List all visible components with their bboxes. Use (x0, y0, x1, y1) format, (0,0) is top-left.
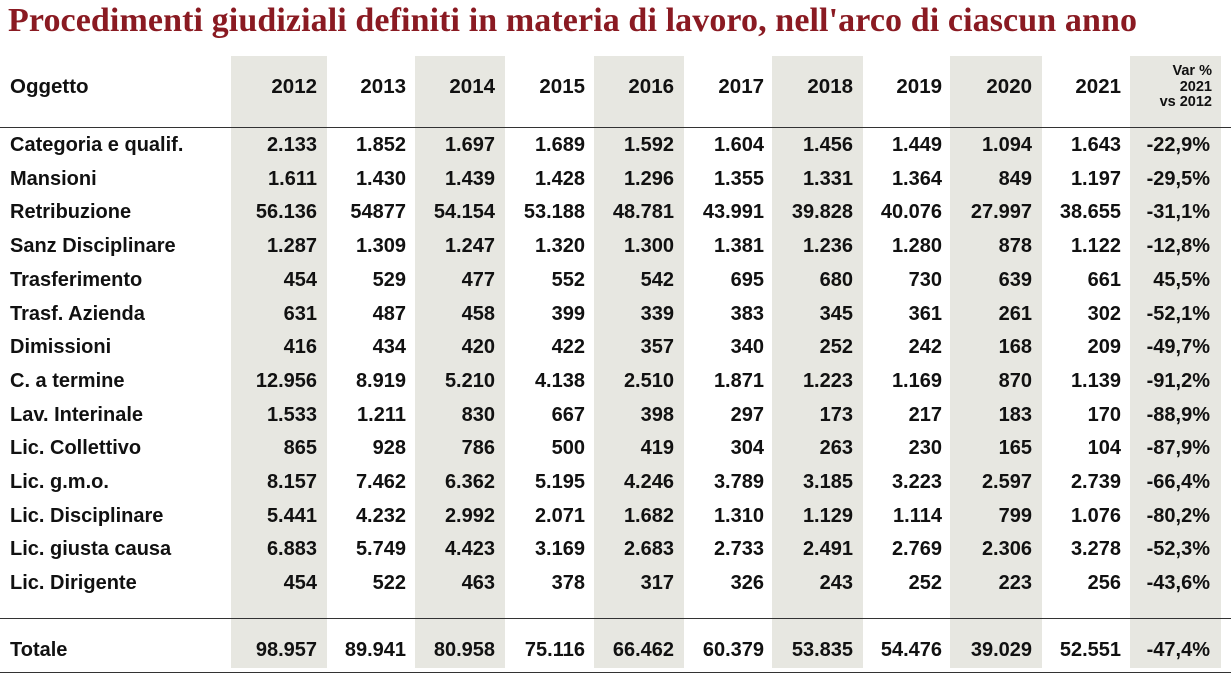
value-cell: 43.991 (702, 201, 764, 223)
row-label: Lic. Collettivo (10, 437, 142, 459)
row-label: Lic. Dirigente (10, 572, 137, 594)
value-cell: 5.195 (534, 471, 585, 493)
header-oggetto: Oggetto (10, 75, 89, 98)
value-cell: 252 (908, 572, 942, 594)
value-cell: 500 (551, 437, 585, 459)
total-value-cell: 75.116 (524, 639, 585, 661)
value-cell: 2.071 (534, 505, 585, 527)
value-cell: 1.428 (534, 168, 585, 190)
value-cell: 2.597 (981, 471, 1032, 493)
value-cell: 263 (819, 437, 853, 459)
value-cell: 1.611 (268, 168, 317, 190)
value-cell: 416 (283, 336, 317, 358)
var-cell: -43,6% (1146, 572, 1210, 594)
value-cell: 165 (998, 437, 1032, 459)
value-cell: 2.491 (802, 538, 853, 560)
value-cell: 1.197 (1070, 168, 1121, 190)
value-cell: 878 (998, 235, 1032, 257)
value-cell: 1.296 (623, 168, 674, 190)
value-cell: 38.655 (1059, 201, 1121, 223)
value-cell: 1.533 (266, 404, 317, 426)
value-cell: 2.683 (623, 538, 674, 560)
value-cell: 168 (998, 336, 1032, 358)
var-cell: 45,5% (1153, 269, 1210, 291)
var-header-line-3: vs 2012 (1159, 94, 1212, 110)
var-cell: -87,9% (1146, 437, 1210, 459)
value-cell: 48.781 (612, 201, 674, 223)
row-label: Categoria e qualif. (10, 134, 184, 156)
total-value-cell: 66.462 (612, 639, 674, 661)
value-cell: 398 (640, 404, 674, 426)
value-cell: 2.133 (266, 134, 317, 156)
value-cell: 54877 (350, 201, 406, 223)
var-cell: -91,2% (1146, 370, 1210, 392)
value-cell: 209 (1087, 336, 1121, 358)
row-label: Lic. giusta causa (10, 538, 172, 560)
value-cell: 542 (640, 269, 674, 291)
var-header-line-2: 2021 (1179, 78, 1212, 95)
var-cell: -29,5% (1146, 168, 1210, 190)
var-cell: -52,3% (1146, 538, 1210, 560)
value-cell: 1.604 (713, 134, 764, 156)
value-cell: 53.188 (523, 201, 585, 223)
value-cell: 5.749 (355, 538, 406, 560)
value-cell: 463 (461, 572, 495, 594)
total-value-cell: 98.957 (255, 639, 317, 661)
value-cell: 217 (908, 404, 942, 426)
value-cell: 1.592 (623, 134, 674, 156)
value-cell: 454 (283, 269, 317, 291)
total-label: Totale (10, 639, 68, 661)
value-cell: 12.956 (255, 370, 317, 392)
row-label: Trasferimento (10, 269, 143, 291)
value-cell: 1.456 (802, 134, 853, 156)
value-cell: 56.136 (255, 201, 317, 223)
value-cell: 1.247 (444, 235, 495, 257)
chart-title: Procedimenti giudiziali definiti in materia di lavoro, nell'arco di ciascun anno (8, 2, 1138, 39)
header-year-2021: 2021 (1075, 75, 1121, 98)
row-label: Mansioni (10, 168, 97, 190)
value-cell: 2.992 (444, 505, 495, 527)
value-cell: 419 (640, 437, 674, 459)
value-cell: 420 (461, 336, 495, 358)
value-cell: 2.306 (981, 538, 1032, 560)
var-cell: -31,1% (1146, 201, 1210, 223)
value-cell: 345 (819, 303, 853, 325)
value-cell: 1.309 (355, 235, 406, 257)
header-year-2017: 2017 (718, 75, 764, 98)
value-cell: 730 (908, 269, 942, 291)
value-cell: 1.643 (1070, 134, 1121, 156)
value-cell: 6.362 (444, 471, 495, 493)
value-cell: 4.423 (444, 538, 495, 560)
row-label: Sanz Disciplinare (10, 235, 176, 257)
row-label: Lav. Interinale (10, 404, 144, 426)
value-cell: 1.310 (713, 505, 764, 527)
value-cell: 1.114 (893, 505, 942, 527)
value-cell: 104 (1087, 437, 1121, 459)
value-cell: 799 (998, 505, 1032, 527)
value-cell: 680 (819, 269, 853, 291)
value-cell: 326 (730, 572, 764, 594)
value-cell: 487 (372, 303, 406, 325)
var-cell: -49,7% (1146, 336, 1210, 358)
row-label: Lic. g.m.o. (10, 471, 109, 493)
value-cell: 1.300 (623, 235, 674, 257)
value-cell: 1.122 (1070, 235, 1121, 257)
value-cell: 1.871 (713, 370, 764, 392)
value-cell: 2.510 (623, 370, 674, 392)
var-cell: -52,1% (1146, 303, 1210, 325)
value-cell: 399 (551, 303, 585, 325)
value-cell: 8.919 (355, 370, 406, 392)
value-cell: 242 (908, 336, 942, 358)
value-cell: 261 (998, 303, 1032, 325)
value-cell: 297 (730, 404, 764, 426)
value-cell: 1.430 (355, 168, 406, 190)
value-cell: 1.355 (713, 168, 764, 190)
value-cell: 183 (998, 404, 1032, 426)
value-cell: 4.232 (355, 505, 406, 527)
value-cell: 1.364 (891, 168, 942, 190)
value-cell: 422 (551, 336, 585, 358)
value-cell: 3.169 (534, 538, 585, 560)
value-cell: 5.441 (266, 505, 317, 527)
var-cell: -12,8% (1146, 235, 1210, 257)
value-cell: 7.462 (355, 471, 406, 493)
total-value-cell: 60.379 (702, 639, 764, 661)
value-cell: 1.211 (357, 404, 406, 426)
value-cell: 529 (372, 269, 406, 291)
value-cell: 1.223 (802, 370, 853, 392)
total-value-cell: 53.835 (791, 639, 853, 661)
header-divider (0, 127, 1231, 128)
total-value-cell: 39.029 (970, 639, 1032, 661)
value-cell: 1.449 (891, 134, 942, 156)
bottom-border (0, 672, 1231, 673)
row-label: Trasf. Azienda (10, 303, 145, 325)
row-label: Lic. Disciplinare (10, 505, 164, 527)
value-cell: 3.223 (891, 471, 942, 493)
value-cell: 4.138 (534, 370, 585, 392)
var-cell: -88,9% (1146, 404, 1210, 426)
value-cell: 4.246 (623, 471, 674, 493)
value-cell: 317 (640, 572, 674, 594)
value-cell: 6.883 (266, 538, 317, 560)
value-cell: 458 (461, 303, 495, 325)
value-cell: 8.157 (266, 471, 317, 493)
value-cell: 1.287 (266, 235, 317, 257)
value-cell: 434 (372, 336, 406, 358)
value-cell: 849 (998, 168, 1032, 190)
value-cell: 928 (372, 437, 406, 459)
value-cell: 695 (730, 269, 764, 291)
header-year-2013: 2013 (360, 75, 406, 98)
header-year-2015: 2015 (539, 75, 585, 98)
value-cell: 522 (372, 572, 406, 594)
total-divider (0, 618, 1231, 619)
value-cell: 39.828 (791, 201, 853, 223)
value-cell: 552 (551, 269, 585, 291)
value-cell: 477 (461, 269, 495, 291)
value-cell: 27.997 (970, 201, 1032, 223)
total-value-cell: 80.958 (433, 639, 495, 661)
value-cell: 340 (730, 336, 764, 358)
value-cell: 1.331 (802, 168, 853, 190)
total-value-cell: 89.941 (344, 639, 406, 661)
value-cell: 1.139 (1070, 370, 1121, 392)
header-year-2012: 2012 (271, 75, 317, 98)
value-cell: 1.280 (891, 235, 942, 257)
value-cell: 639 (998, 269, 1032, 291)
var-cell: -80,2% (1146, 505, 1210, 527)
value-cell: 454 (283, 572, 317, 594)
value-cell: 378 (551, 572, 585, 594)
value-cell: 1.697 (444, 134, 495, 156)
value-cell: 1.852 (355, 134, 406, 156)
value-cell: 230 (908, 437, 942, 459)
value-cell: 40.076 (880, 201, 942, 223)
value-cell: 3.278 (1070, 538, 1121, 560)
value-cell: 2.733 (713, 538, 764, 560)
value-cell: 1.439 (444, 168, 495, 190)
value-cell: 2.769 (891, 538, 942, 560)
value-cell: 302 (1087, 303, 1121, 325)
value-cell: 3.789 (713, 471, 764, 493)
row-label: C. a termine (10, 370, 125, 392)
header-year-2019: 2019 (896, 75, 942, 98)
value-cell: 5.210 (444, 370, 495, 392)
row-label: Retribuzione (10, 201, 132, 223)
header-year-2020: 2020 (986, 75, 1032, 98)
total-var-cell: -47,4% (1146, 639, 1210, 661)
value-cell: 54.154 (433, 201, 495, 223)
total-value-cell: 52.551 (1059, 639, 1121, 661)
value-cell: 339 (640, 303, 674, 325)
value-cell: 256 (1087, 572, 1121, 594)
value-cell: 173 (819, 404, 853, 426)
var-header-line-1: Var % (1172, 63, 1212, 79)
value-cell: 631 (283, 303, 317, 325)
value-cell: 1.236 (802, 235, 853, 257)
value-cell: 1.682 (623, 505, 674, 527)
var-header (1160, 64, 1212, 111)
header-year-2018: 2018 (807, 75, 853, 98)
value-cell: 1.169 (891, 370, 942, 392)
value-cell: 865 (283, 437, 317, 459)
value-cell: 1.129 (802, 505, 853, 527)
value-cell: 1.689 (534, 134, 585, 156)
value-cell: 1.381 (713, 235, 764, 257)
value-cell: 357 (640, 336, 674, 358)
value-cell: 304 (730, 437, 764, 459)
value-cell: 1.076 (1070, 505, 1121, 527)
value-cell: 170 (1087, 404, 1121, 426)
value-cell: 667 (551, 404, 585, 426)
total-value-cell: 54.476 (880, 639, 942, 661)
header-year-2014: 2014 (449, 75, 495, 98)
value-cell: 243 (819, 572, 853, 594)
value-cell: 830 (461, 404, 495, 426)
value-cell: 2.739 (1070, 471, 1121, 493)
value-cell: 870 (998, 370, 1032, 392)
value-cell: 1.094 (981, 134, 1032, 156)
value-cell: 252 (819, 336, 853, 358)
value-cell: 361 (908, 303, 942, 325)
row-label: Dimissioni (10, 336, 112, 358)
header-year-2016: 2016 (628, 75, 674, 98)
var-cell: -22,9% (1146, 134, 1210, 156)
value-cell: 3.185 (802, 471, 853, 493)
value-cell: 661 (1087, 269, 1121, 291)
var-cell: -66,4% (1146, 471, 1210, 493)
value-cell: 1.320 (534, 235, 585, 257)
value-cell: 383 (730, 303, 764, 325)
value-cell: 223 (998, 572, 1032, 594)
value-cell: 786 (461, 437, 495, 459)
